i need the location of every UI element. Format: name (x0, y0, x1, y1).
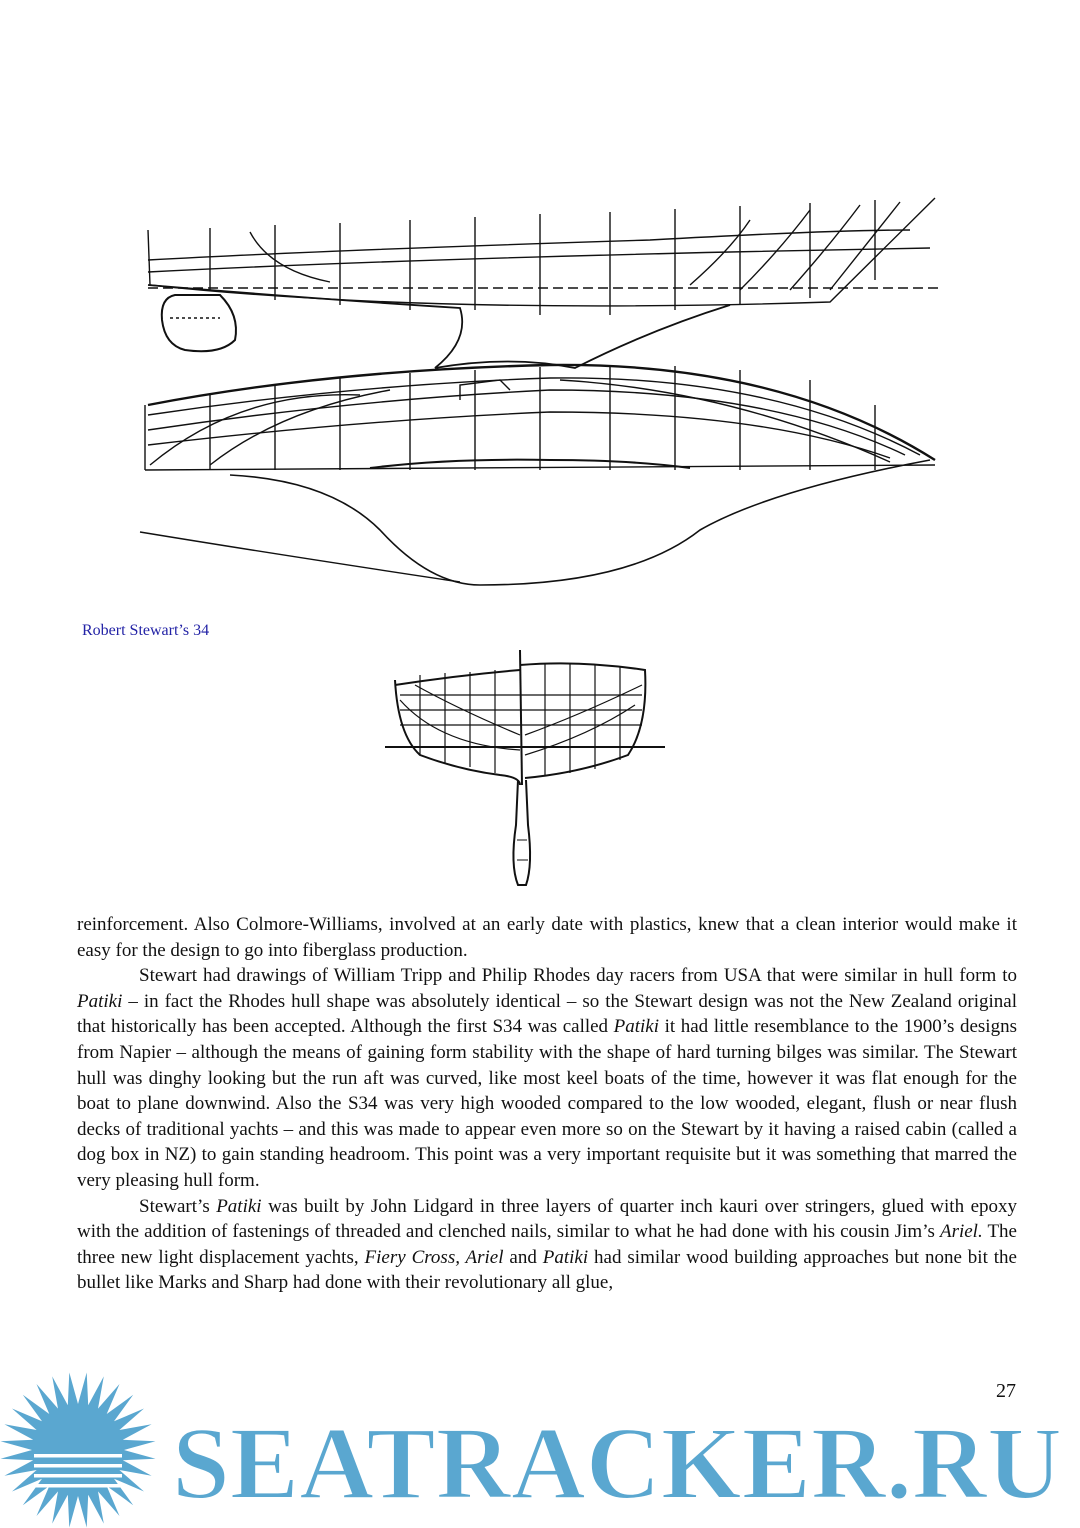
sun-over-sea-icon (1, 1373, 156, 1528)
paragraph: Stewart had drawings of William Tripp and Philip Rhodes day racers from USA that were similar in hull form to Patiki – in fact the Rhodes hull shape was absolutely identical – so the Stewart design was not the New Zealand original that historically has been accepted. Although the first S34 was called Patiki it had little resemblance to the 1900’s designs from Napier – although the means of gaining form stability with the shape of hard turning bilges was similar. The Stewart hull was dinghy looking but the run aft was curved, like most keel boats of the time, however it was flat enough for the boat to plane downwind. Also the S34 was very high wooded compared to the low wooded, elegant, flush or near flush decks of traditional yachts – and this was made to appear even more so on the Stewart by it having a raised cabin (called a dog box in NZ) to gain standing headroom. This point was a very important requisite but it was something that marred the very pleasing hull form. (77, 965, 1017, 1191)
watermark-text: SEATRACKER.RU (172, 1406, 1062, 1521)
page-number: 27 (996, 1380, 1016, 1402)
body-plan-drawing (380, 645, 670, 895)
paragraph: Stewart’s Patiki was built by John Lidgard in three layers of quarter inch kauri over stringers, glued with epoxy with the addition of fastenings of threaded and clenched nails, similar to what he had done with his cousin Jim’s Ariel. The three new light displacement yachts, Fiery Cross, Ariel and Patiki had similar wood building approaches but none bit the bullet like Marks and Sharp had done with their revolutionary all glue, (77, 1195, 1017, 1294)
paragraph: reinforcement. Also Colmore-Williams, involved at an early date with plastics, knew that a clean interior would make it easy for the design to go into fiberglass production. (77, 914, 1017, 961)
lines-plan-drawing (130, 190, 950, 600)
watermark (0, 1368, 1080, 1528)
figure-caption: Robert Stewart’s 34 (82, 622, 210, 639)
body-text (77, 912, 1017, 1296)
